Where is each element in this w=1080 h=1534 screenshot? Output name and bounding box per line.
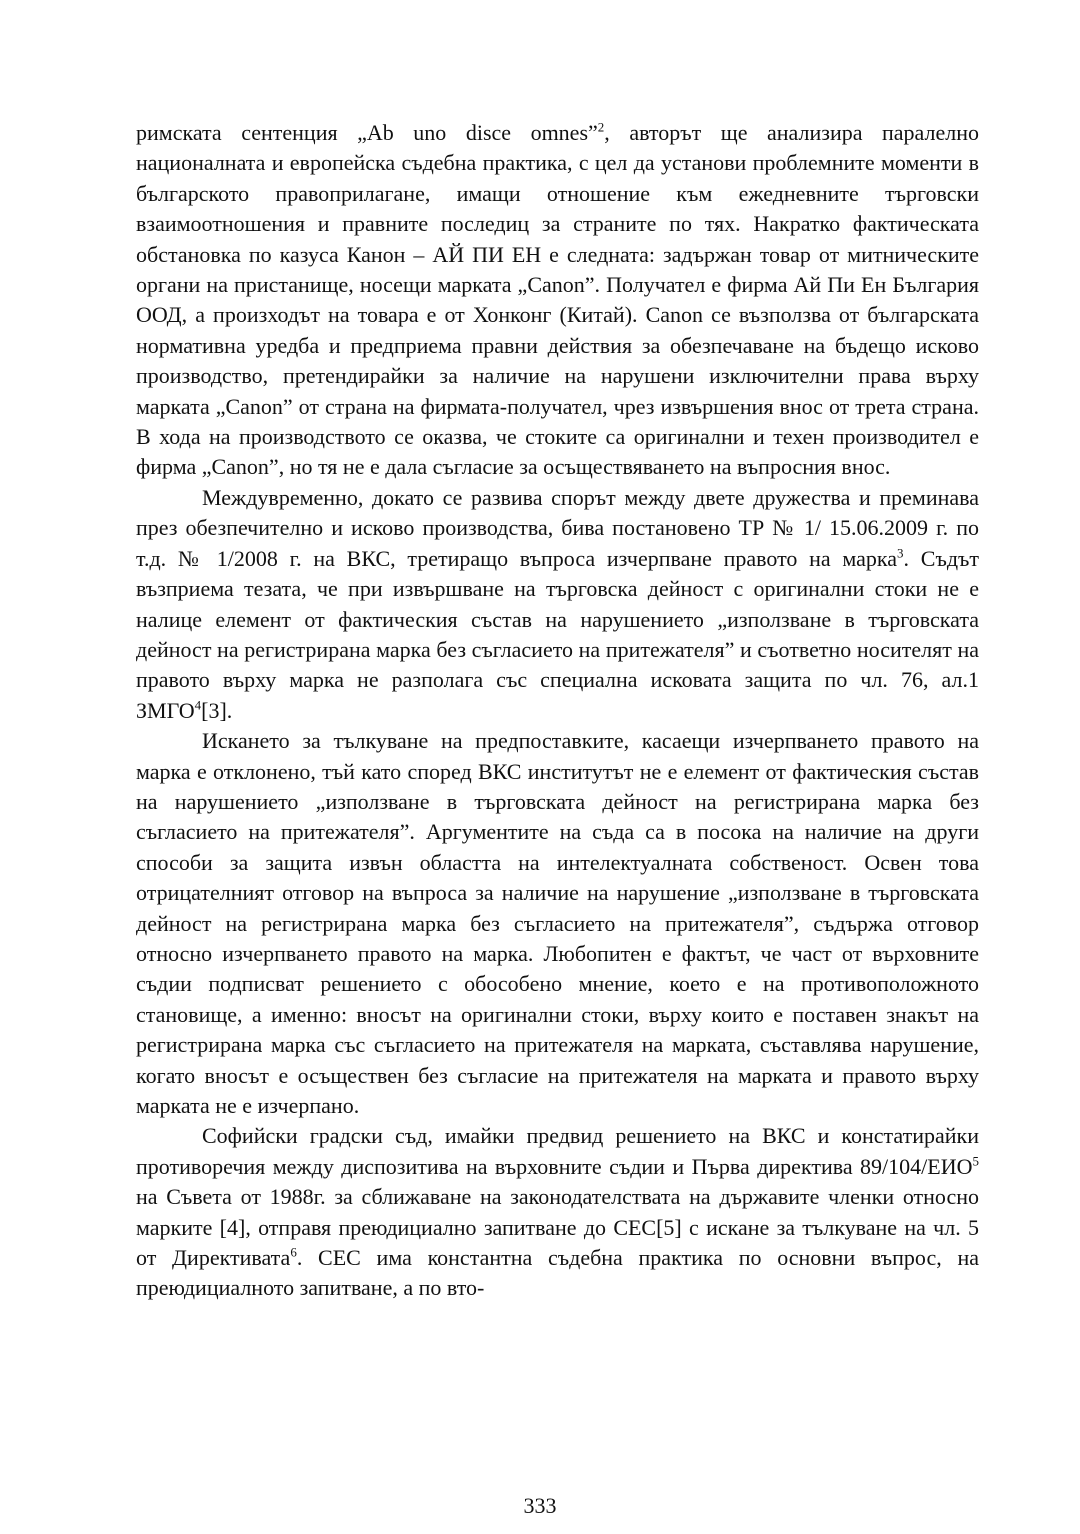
footnote-ref-2: 2 bbox=[597, 119, 605, 135]
paragraph-2: Междувременно, докато се развива спорът между двете дружества и преминава през обезпечително и исково производства, бива постановено ТР № 1/ 15.06.2009 г. по т.д. № 1/2008 г. на ВКС, третиращо въпроса изчерпване правото на марка$^3$. Съдът възприема тезата, че при извършване на търговска дейност с оригинални стоки не е налице елемент от фактическия състав на нарушението „използване в търговската дейност на регистрирана марка без съгласието на притежателя” и съответно носителят на правото върху марка не разполага със специална исковата защита по чл. 76, ал.1 ЗМГО$^4$[3]. bbox=[136, 484, 979, 723]
paragraph-4: Софийски градски съд, имайки предвид решението на ВКС и констатирайки противоречия между диспозитива на върховните съдии и Първа директива 89/104/ЕИО$^5$ на Съвета от 1988г. за сближаване на законодателствата на държавите членки относно марките [4], отправя преюдициално запитване до СЕС[5] с искане за тълкуване на чл. 5 от Директивата$^6$. СЕС има константна съдебна практика по основни въпрос, на преюдициалното запитване, а по вто- bbox=[136, 1123, 979, 1301]
paragraph-3: Искането за тълкуване на предпоставките, касаещи изчерпването правото на марка е отклонено, тъй като според ВКС институтът не е елемент от фактическия състав на нарушението „използване в търговската дейност на регистрирана марка без съгласието на притежателя”. Аргументите на съда са в посока на наличие на други способи за защита извън областта на интелектуалната собственост. Освен това отрицателният отговор на въпроса за наличие на нарушение „използване в търговската дейност на регистрирана марка без съгласието на притежателя”, съдържа отговор относно изчерпването правото на марка. Любопитен е фактът, че част от върховните съдии подписват решението с обособено мнение, което е на противоположното становище, а именно: вносът на оригинални стоки, върху които е поставен знакът на регистрирана марка със съгласието на притежателя на марката, съставлява нарушение, когато вносът е осъществен без съгласие на притежателя на марката и правото върху марката не е изчерпано. bbox=[136, 728, 979, 1118]
body-text bbox=[136, 118, 979, 1304]
footnote-ref-4: 4 bbox=[194, 697, 202, 713]
paragraph-1: римската сентенция „Ab uno disce omnes”$^2$, авторът ще анализира паралелно националната и европейска съдебна практика, с цел да установи проблемните моменти в българското правоприлагане, имащи отношение към ежедневните търговски взаимоотношения и правните последиц за страните по тях. Накратко фактическата обстановка по казуса Канон – АЙ ПИ ЕН е следната: задържан товар от митническите органи на пристанище, носещи марката „Canon”. Получател е фирма Ай Пи Ен България ООД, а произходът на товара е от Хонконг (Китай). Canon се възползва от българската нормативна уредба и предприема правни действия за обезпечаване на бъдещо исково производство, претендирайки за наличие на нарушени изключителни права върху марката „Canon” от страна на фирмата-получател, чрез извършения внос от трета страна. В хода на производството се оказва, че стоките са оригинални и техен производител е фирма „Canon”, но тя не е дала съгласие за осъществяването на въпросния внос. bbox=[136, 119, 980, 480]
footnote-ref-3: 3 bbox=[897, 545, 904, 561]
footnote-ref-5: 5 bbox=[972, 1153, 979, 1169]
footnote-ref-6: 6 bbox=[290, 1244, 297, 1260]
page-number: 333 bbox=[523, 1493, 557, 1518]
